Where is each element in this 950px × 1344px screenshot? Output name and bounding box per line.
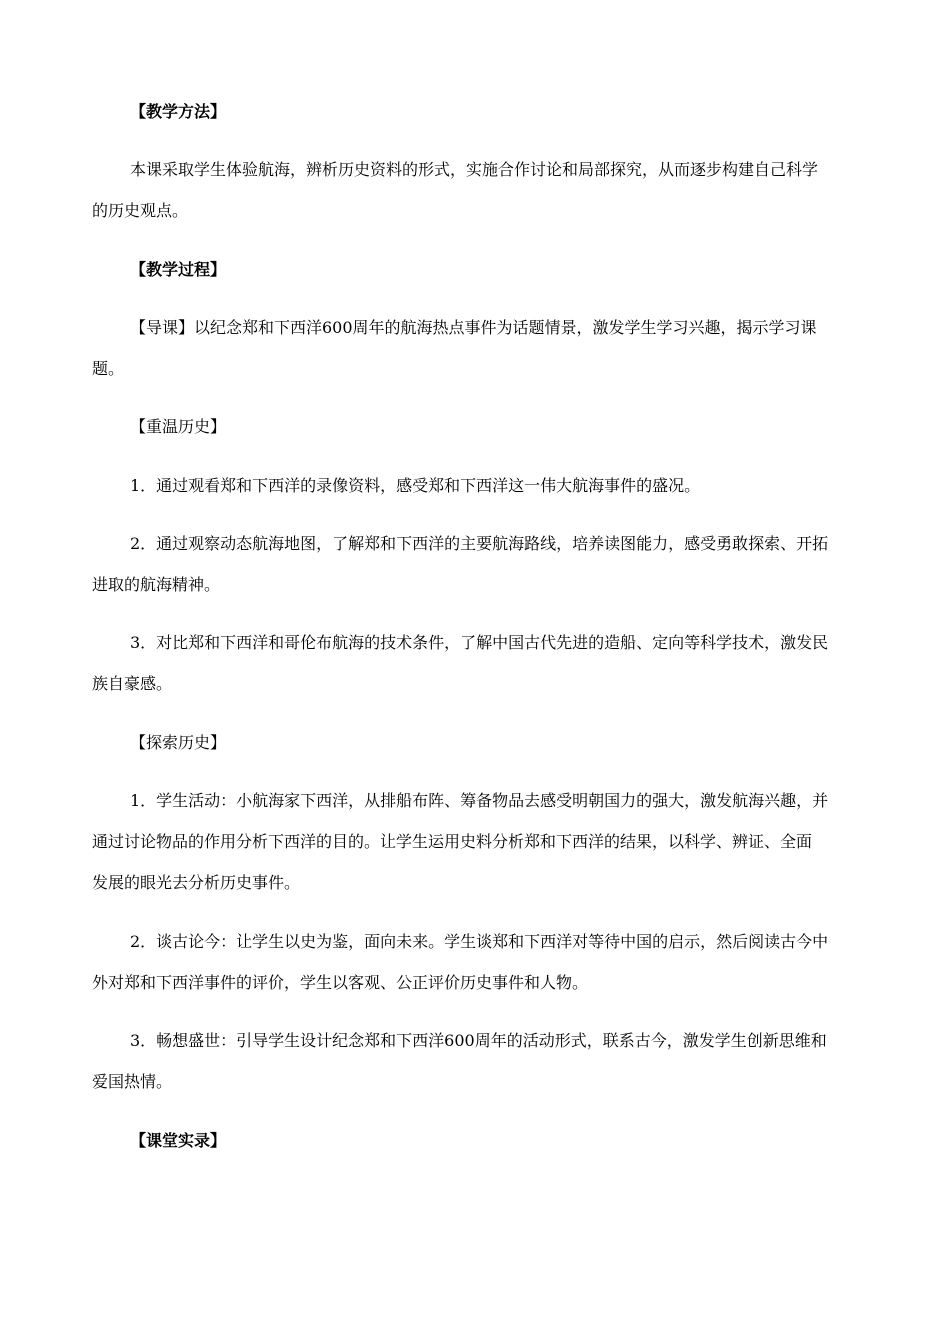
intro-paragraph-line-2: 题。	[92, 359, 125, 378]
explore-item-2-line-2: 外对郑和下西洋事件的评价，学生以客观、公正评价历史事件和人物。	[92, 973, 589, 992]
heading-teaching-process: 【教学过程】	[130, 260, 227, 279]
method-paragraph-line-2: 的历史观点。	[92, 201, 189, 220]
heading-classroom-record: 【课堂实录】	[130, 1131, 227, 1150]
review-item-3-line-2: 族自豪感。	[92, 674, 173, 693]
heading-teaching-method: 【教学方法】	[130, 102, 227, 121]
explore-item-3-line-2: 爱国热情。	[92, 1072, 173, 1091]
explore-item-3-line-1: 3．畅想盛世：引导学生设计纪念郑和下西洋600周年的活动形式，联系古今，激发学生创新思维和	[130, 1031, 827, 1050]
explore-item-1-line-3: 发展的眼光去分析历史事件。	[92, 873, 301, 892]
heading-review-history: 【重温历史】	[130, 417, 227, 436]
intro-paragraph-line-1: 【导课】以纪念郑和下西洋600周年的航海热点事件为话题情景，激发学生学习兴趣，揭示学习课	[130, 318, 817, 337]
explore-item-2-line-1: 2．谈古论今：让学生以史为鉴，面向未来。学生谈郑和下西洋对等待中国的启示，然后阅读古今中	[130, 932, 829, 951]
heading-explore-history: 【探索历史】	[130, 733, 227, 752]
explore-item-1-line-2: 通过讨论物品的作用分析下西洋的目的。让学生运用史料分析郑和下西洋的结果，以科学、辨证、全面	[92, 832, 813, 851]
review-item-1: 1．通过观看郑和下西洋的录像资料，感受郑和下西洋这一伟大航海事件的盛况。	[130, 476, 701, 495]
review-item-2-line-2: 进取的航海精神。	[92, 575, 221, 594]
review-item-2-line-1: 2．通过观察动态航海地图，了解郑和下西洋的主要航海路线，培养读图能力，感受勇敢探索、开拓	[130, 534, 829, 553]
method-paragraph-line-1: 本课采取学生体验航海，辨析历史资料的形式，实施合作讨论和局部探究，从而逐步构建自己科学	[130, 160, 819, 179]
review-item-3-line-1: 3．对比郑和下西洋和哥伦布航海的技术条件，了解中国古代先进的造船、定向等科学技术，激发民	[130, 633, 829, 652]
explore-item-1-line-1: 1．学生活动：小航海家下西洋，从排船布阵、筹备物品去感受明朝国力的强大，激发航海兴趣，并	[130, 791, 829, 810]
